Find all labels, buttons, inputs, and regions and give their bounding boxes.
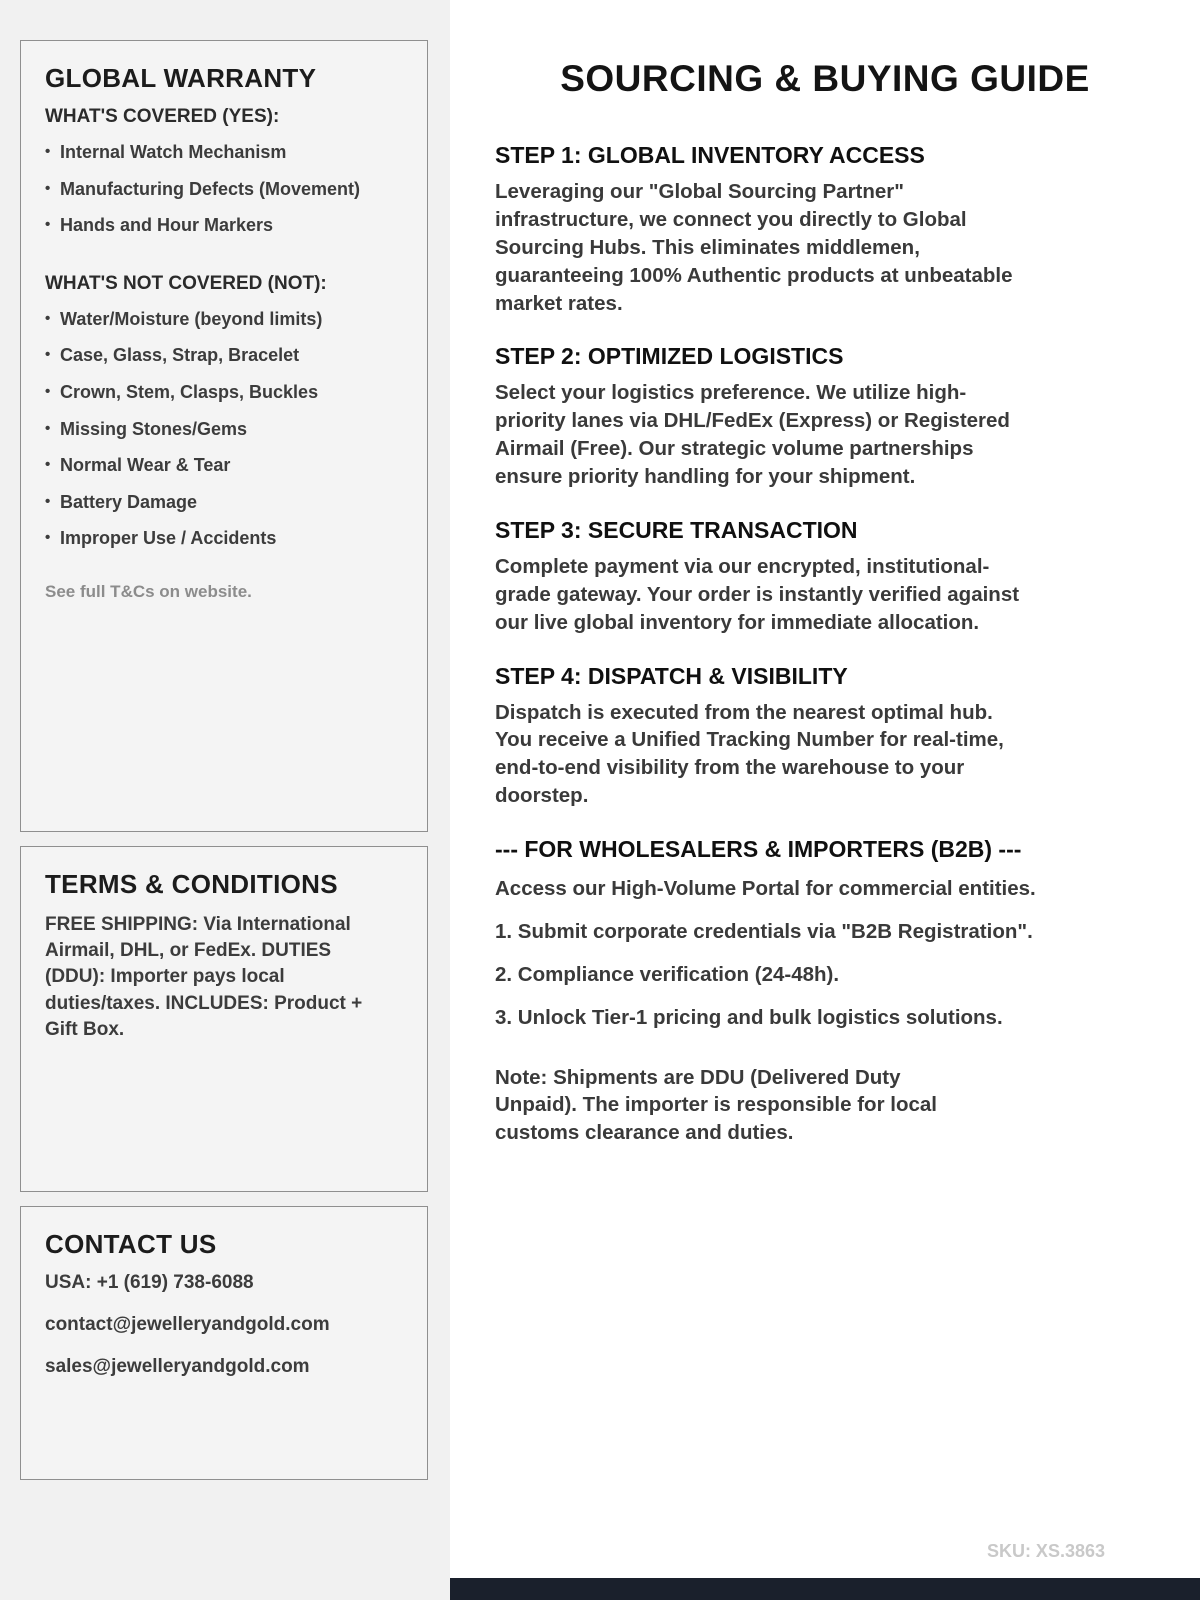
contact-phone: USA: +1 (619) 738-6088 <box>45 1272 254 1293</box>
step-section <box>495 142 1200 317</box>
sidebar <box>0 0 450 1600</box>
step-heading: STEP 3: SECURE TRANSACTION <box>495 516 858 543</box>
list-item: • Crown, Stem, Clasps, Buckles <box>45 382 403 404</box>
sku-label: SKU: XS.3863 <box>986 1541 1105 1561</box>
list-item: • Hands and Hour Markers <box>45 215 403 237</box>
contact-email-sales: sales@jewelleryandgold.com <box>45 1356 310 1377</box>
list-item: • Manufacturing Defects (Movement) <box>45 179 403 201</box>
contact-panel <box>20 1206 428 1480</box>
terms-panel <box>20 846 428 1192</box>
list-item: • Internal Watch Mechanism <box>45 142 403 164</box>
warranty-covered-list <box>45 142 403 237</box>
main-content <box>450 0 1200 1600</box>
step-section <box>495 343 1200 491</box>
b2b-intro: Access our High-Volume Portal for commercial entities. <box>495 877 1036 900</box>
list-item: • Improper Use / Accidents <box>45 528 403 550</box>
step-body: Dispatch is executed from the nearest optimal hub. You receive a Unified Tracking Number for real-time, end-to-end visibility from the warehouse to your doorstep. <box>495 700 1004 808</box>
b2b-heading: --- FOR WHOLESALERS & IMPORTERS (B2B) --- <box>495 836 1022 862</box>
footer-accent-bar <box>450 1578 1200 1600</box>
step-heading: STEP 1: GLOBAL INVENTORY ACCESS <box>495 142 925 168</box>
page-title: SOURCING & BUYING GUIDE <box>560 58 1090 99</box>
list-item: • Normal Wear & Tear <box>45 455 403 477</box>
step-body: Complete payment via our encrypted, institutional-grade gateway. Your order is instantly verified against our live global inventory for immediate allocation. <box>495 554 1020 634</box>
b2b-item: 2. Compliance verification (24-48h). <box>495 962 840 986</box>
contact-title: CONTACT US <box>45 1229 217 1259</box>
warranty-not-covered-heading: WHAT'S NOT COVERED (NOT): <box>45 272 327 294</box>
step-section <box>495 663 1200 811</box>
terms-body: FREE SHIPPING: Via International Airmail, DHL, or FedEx. DUTIES (DDU): Importer pays local duties/taxes. INCLUDES: Product + Gift Box. <box>45 914 363 1040</box>
warranty-footnote: See full T&Cs on website. <box>45 581 252 601</box>
step-heading: STEP 2: OPTIMIZED LOGISTICS <box>495 343 844 370</box>
terms-title: TERMS & CONDITIONS <box>45 869 338 899</box>
step-body: Leveraging our "Global Sourcing Partner" infrastructure, we connect you directly to Global Sourcing Hubs. This eliminates middlemen, guaranteeing 100% Authentic products at unbeatable market rates. <box>495 180 1013 315</box>
warranty-covered-heading: WHAT'S COVERED (YES): <box>45 106 280 127</box>
b2b-item: 3. Unlock Tier-1 pricing and bulk logistics solutions. <box>495 1005 1003 1029</box>
b2b-note: Note: Shipments are DDU (Delivered Duty Unpaid). The importer is responsible for local customs clearance and duties. <box>495 1065 937 1145</box>
b2b-section <box>495 836 1200 1147</box>
list-item: • Water/Moisture (beyond limits) <box>45 309 403 331</box>
b2b-item: 1. Submit corporate credentials via "B2B Registration". <box>495 919 1033 943</box>
step-body: Select your logistics preference. We utilize high-priority lanes via DHL/FedEx (Express) or Registered Airmail (Free). Our strategic volume partnerships ensure priority handling for your shipment. <box>495 381 1010 488</box>
list-item: • Missing Stones/Gems <box>45 419 403 441</box>
warranty-panel <box>20 40 428 832</box>
warranty-title: GLOBAL WARRANTY <box>45 63 317 93</box>
step-section <box>495 517 1200 637</box>
contact-email-primary: contact@jewelleryandgold.com <box>45 1314 330 1335</box>
list-item: • Case, Glass, Strap, Bracelet <box>45 345 403 367</box>
warranty-not-covered-list <box>45 309 403 550</box>
step-heading: STEP 4: DISPATCH & VISIBILITY <box>495 662 848 689</box>
list-item: • Battery Damage <box>45 492 403 514</box>
